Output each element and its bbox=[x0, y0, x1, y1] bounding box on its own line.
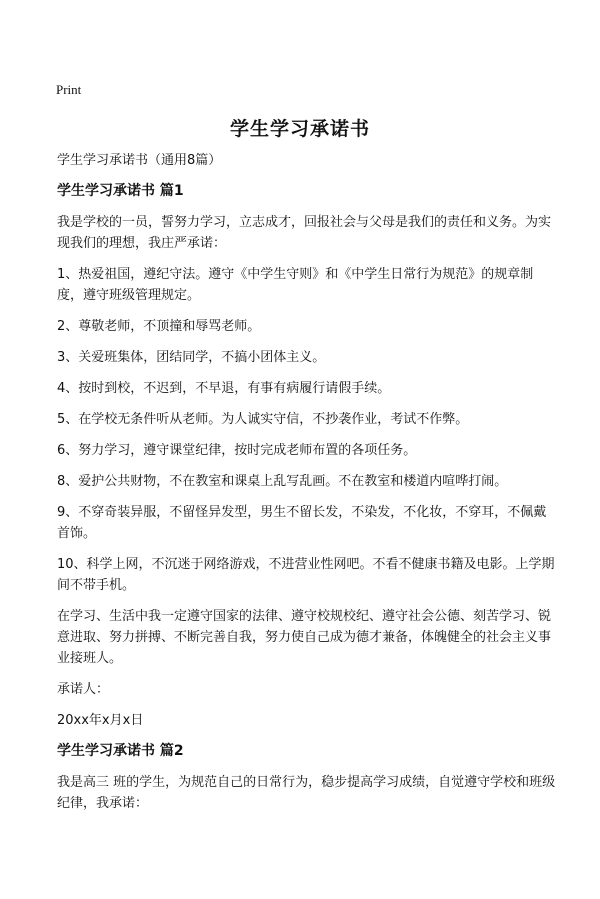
signer-label: 承诺人： bbox=[57, 682, 110, 697]
list-item: 1、热爱祖国，遵纪守法。遵守《中学生守则》和《中学生日常行为规范》的规章制度，遵守班级管理规定。 bbox=[57, 267, 534, 303]
list-item: 9、不穿奇装异服，不留怪异发型，男生不留长发，不染发，不化妆，不穿耳，不佩戴首饰。 bbox=[57, 505, 547, 541]
section-intro: 我是高三 班的学生，为规范自己的日常行为，稳步提高学习成绩，自觉遵守学校和班级纪律，我承诺： bbox=[57, 775, 556, 811]
list-item: 4、按时到校，不迟到，不早退，有事有病履行请假手续。 bbox=[57, 381, 391, 396]
section-heading: 学生学习承诺书 篇2 bbox=[57, 743, 184, 759]
document-title: 学生学习承诺书 bbox=[229, 118, 370, 140]
section-2 bbox=[57, 741, 557, 814]
list-item: 10、科学上网，不沉迷于网络游戏，不进营业性网吧。不看不健康书籍及电影。上学期间不带手机。 bbox=[57, 557, 555, 593]
signature-date: 20xx年x月x日 bbox=[57, 713, 144, 728]
document-subtitle: 学生学习承诺书（通用8篇） bbox=[57, 153, 222, 168]
section-1 bbox=[57, 181, 557, 731]
list-item: 5、在学校无条件听从老师。为人诚实守信，不抄袭作业，考试不作弊。 bbox=[57, 412, 469, 427]
list-item: 8、爱护公共财物，不在教室和课桌上乱写乱画。不在教室和楼道内喧哗打闹。 bbox=[57, 474, 508, 489]
list-item: 2、尊敬老师，不顶撞和辱骂老师。 bbox=[57, 319, 261, 334]
print-label: Print bbox=[56, 82, 82, 97]
section-intro: 我是学校的一员，誓努力学习，立志成才，回报社会与父母是我们的责任和义务。为实现我们的理想，我庄严承诺： bbox=[57, 215, 552, 251]
list-item: 3、关爱班集体，团结同学，不搞小团体主义。 bbox=[57, 350, 326, 365]
document-body bbox=[57, 150, 557, 824]
section-closing: 在学习、生活中我一定遵守国家的法律、遵守校规校纪、遵守社会公德、刻苦学习、锐意进取、努力拼搏、不断完善自我，努力使自己成为德才兼备，体魄健全的社会主义事业接班人。 bbox=[57, 609, 552, 666]
section-heading: 学生学习承诺书 篇1 bbox=[57, 183, 184, 199]
list-item: 6、努力学习，遵守课堂纪律，按时完成老师布置的各项任务。 bbox=[57, 443, 417, 458]
